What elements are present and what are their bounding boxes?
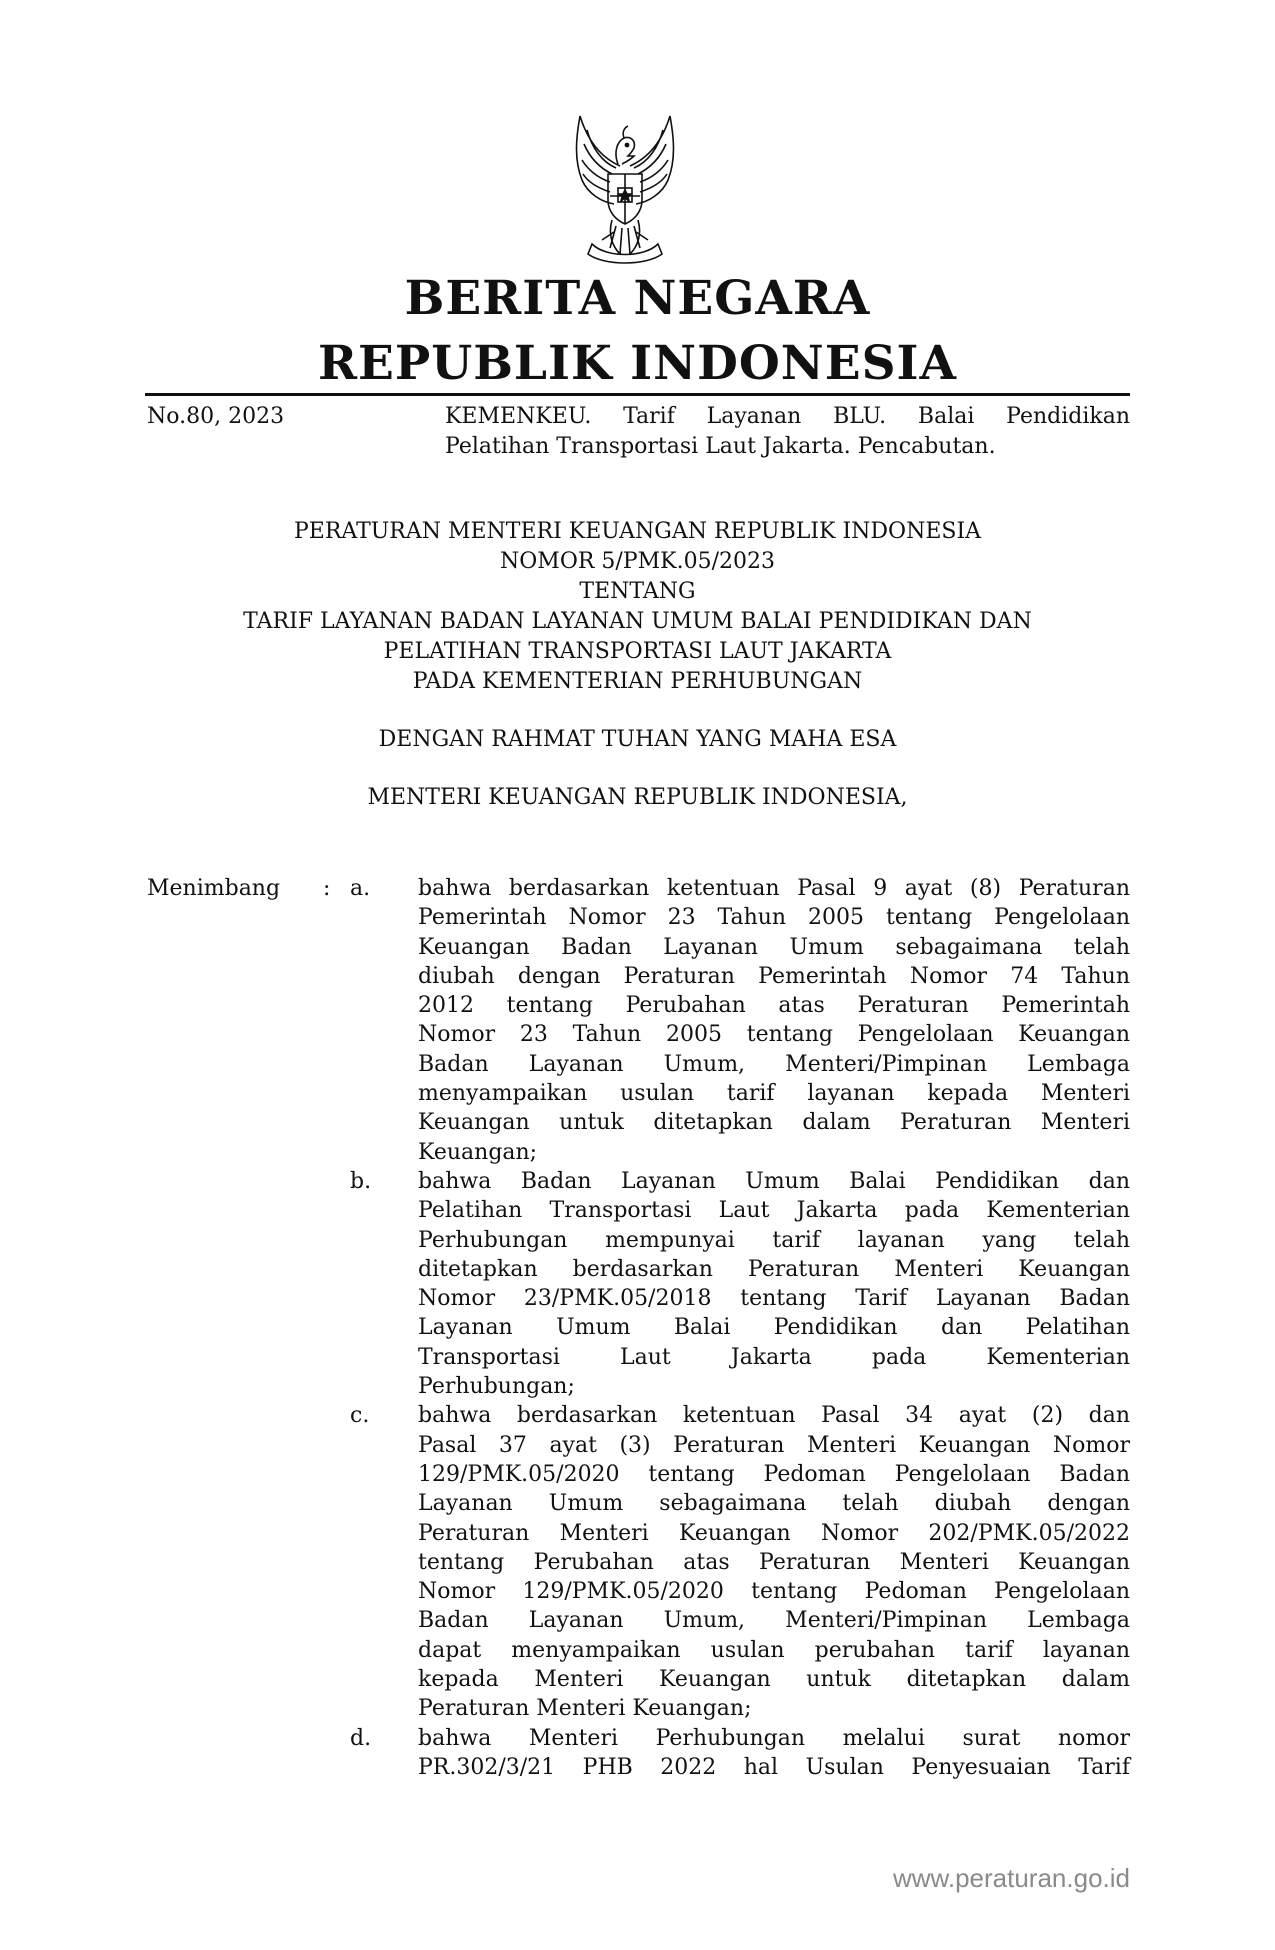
considering-item-c xyxy=(350,1401,1130,1723)
considering-item-a xyxy=(350,874,1130,1167)
item-line: bahwa berdasarkan ketentuan Pasal 9 ayat (8) Peraturan xyxy=(418,876,1130,901)
title-line: NOMOR 5/PMK.05/2023 xyxy=(500,549,775,574)
item-line: Keuangan; xyxy=(418,1139,538,1165)
masthead-subtitle: REPUBLIK INDONESIA xyxy=(317,336,957,391)
gazette-summary xyxy=(445,402,1130,462)
item-line: Nomor 23 Tahun 2005 tentang Pengelolaan Keuangan xyxy=(418,1022,1130,1048)
item-marker: d. xyxy=(350,1725,372,1751)
item-line: Pelatihan Transportasi Laut Jakarta pada Kementerian xyxy=(418,1198,1130,1224)
considering-label: Menimbang xyxy=(147,876,281,901)
garuda-emblem-icon xyxy=(550,108,700,268)
title-line: TARIF LAYANAN BADAN LAYANAN UMUM BALAI PENDIDIKAN DAN xyxy=(243,609,1032,634)
title-line: PELATIHAN TRANSPORTASI LAUT JAKARTA xyxy=(383,639,892,664)
summary-line: KEMENKEU. Tarif Layanan BLU. Balai Pendidikan xyxy=(445,404,1130,429)
item-line: Pasal 37 ayat (3) Peraturan Menteri Keuangan Nomor xyxy=(418,1432,1130,1458)
item-line: dapat menyampaikan usulan perubahan tarif layanan xyxy=(418,1637,1130,1663)
item-line: Nomor 129/PMK.05/2020 tentang Pedoman Pengelolaan xyxy=(418,1579,1130,1605)
item-line: bahwa Badan Layanan Umum Balai Pendidikan dan xyxy=(418,1168,1130,1194)
item-line: bahwa berdasarkan ketentuan Pasal 34 ayat (2) dan xyxy=(418,1403,1130,1429)
item-line: diubah dengan Peraturan Pemerintah Nomor 74 Tahun xyxy=(418,963,1130,989)
item-line: Pemerintah Nomor 23 Tahun 2005 tentang Pengelolaan xyxy=(418,905,1130,931)
footer-website-link[interactable]: www.peraturan.go.id xyxy=(892,1863,1130,1893)
item-line: Peraturan Menteri Keuangan; xyxy=(418,1696,752,1722)
item-line: 129/PMK.05/2020 tentang Pedoman Pengelolaan Badan xyxy=(418,1461,1130,1487)
header-divider xyxy=(145,393,1130,396)
item-line: Nomor 23/PMK.05/2018 tentang Tarif Layanan Badan xyxy=(418,1286,1130,1312)
title-line: TENTANG xyxy=(579,579,696,604)
title-line: PADA KEMENTERIAN PERHUBUNGAN xyxy=(412,669,863,694)
masthead-title: BERITA NEGARA xyxy=(404,271,871,326)
item-line: Keuangan Badan Layanan Umum sebagaimana telah xyxy=(418,934,1130,960)
item-line: Layanan Umum sebagaimana telah diubah dengan xyxy=(418,1491,1130,1517)
item-line: Perhubungan mempunyai tarif layanan yang telah xyxy=(418,1227,1130,1253)
gazette-number: No.80, 2023 xyxy=(147,404,285,429)
considering-colon: : xyxy=(323,876,331,901)
regulation-title xyxy=(145,517,1130,697)
item-line: Perhubungan; xyxy=(418,1374,575,1400)
item-line: 2012 tentang Perubahan atas Peraturan Pemerintah xyxy=(418,993,1130,1019)
item-line: bahwa Menteri Perhubungan melalui surat nomor xyxy=(418,1725,1130,1751)
item-line: tentang Perubahan atas Peraturan Menteri Keuangan xyxy=(418,1549,1130,1575)
item-marker: a. xyxy=(350,876,371,901)
authority: MENTERI KEUANGAN REPUBLIK INDONESIA, xyxy=(367,785,908,810)
considering-list xyxy=(350,874,1130,1782)
summary-line: Pelatihan Transportasi Laut Jakarta. Pencabutan. xyxy=(445,434,996,459)
invocation: DENGAN RAHMAT TUHAN YANG MAHA ESA xyxy=(378,727,897,752)
item-line: kepada Menteri Keuangan untuk ditetapkan dalam xyxy=(418,1667,1130,1693)
item-line: ditetapkan berdasarkan Peraturan Menteri Keuangan xyxy=(418,1256,1130,1282)
item-line: Badan Layanan Umum, Menteri/Pimpinan Lembaga xyxy=(418,1608,1130,1634)
item-marker: b. xyxy=(350,1168,372,1194)
considering-item-d xyxy=(350,1724,1130,1783)
item-line: PR.302/3/21 PHB 2022 hal Usulan Penyesuaian Tarif xyxy=(418,1754,1130,1780)
item-line: Badan Layanan Umum, Menteri/Pimpinan Lembaga xyxy=(418,1051,1130,1077)
item-line: menyampaikan usulan tarif layanan kepada Menteri xyxy=(418,1081,1130,1107)
item-line: Transportasi Laut Jakarta pada Kementerian xyxy=(418,1344,1130,1370)
item-line: Keuangan untuk ditetapkan dalam Peraturan Menteri xyxy=(418,1110,1130,1136)
item-line: Layanan Umum Balai Pendidikan dan Pelatihan xyxy=(418,1315,1130,1341)
considering-item-b xyxy=(350,1167,1130,1401)
item-marker: c. xyxy=(350,1403,370,1429)
title-line: PERATURAN MENTERI KEUANGAN REPUBLIK INDONESIA xyxy=(293,519,982,544)
item-line: Peraturan Menteri Keuangan Nomor 202/PMK.05/2022 xyxy=(418,1520,1130,1546)
